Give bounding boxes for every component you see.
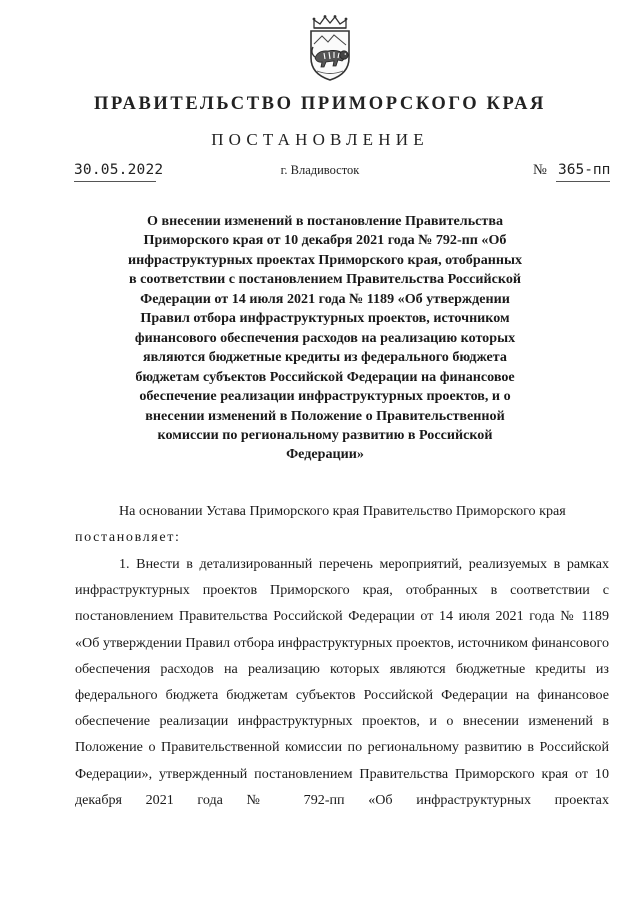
document-type: ПОСТАНОВЛЕНИЕ: [211, 130, 429, 149]
coat-of-arms-icon: [300, 14, 360, 82]
number-sign: №: [533, 162, 547, 178]
government-title: ПРАВИТЕЛЬСТВО ПРИМОРСКОГО КРАЯ: [93, 94, 546, 114]
document-date: 30.05.2022: [74, 162, 164, 178]
number-underline: [556, 181, 610, 182]
document-city: г. Владивосток: [280, 163, 360, 177]
item-1-paragraph: 1. Внести в детализированный перечень мероприятий, реализуемых в рамках инфраструктурных проектов Приморского края, отобранных в соответствии с постановлением Правительства Российской Федерации от 14 июля 2021 года № 1189 «Об утверждении Правил отбора инфраструктурных проектов, источником финансового обеспечения расходов на реализацию которых являются бюджетные кредиты из федерального бюджета бюджетам субъектов Российской Федерации на финансовое обеспечение реализации инфраструктурных проектов, и о внесении изменений в Положение о Правительственной комиссии по региональному развитию в Российской Федерации», утвержденный постановлением Правительства Приморского края от 10 декабря 2021 года № 792-пп «Об инфраструктурных проектах: [75, 556, 609, 808]
basis-paragraph: На основании Устава Приморского края Правительство Приморского края: [119, 503, 566, 519]
document-number: 365-пп: [558, 162, 611, 178]
decree-word: постановляет:: [75, 529, 181, 545]
document-subject: О внесении изменений в постановление Правительства Приморского края от 10 декабря 2021 года № 792-пп «Об инфраструктурных проектах Приморского края, отобранных в соответствии с постановлением Правительства Российской Федерации от 14 июля 2021 года № 1189 «Об утверждении Правил отбора инфраструктурных проектов, источником финансового обеспечения расходов на реализацию которых являются бюджетные кредиты из федерального бюджета бюджетам субъектов Российской Федерации на финансовое обеспечение реализации инфраструктурных проектов, и о внесении изменений в Положение о Правительственной комиссии по региональному развитию в Российской Федерации»: [127, 213, 523, 463]
date-underline: [74, 181, 156, 182]
